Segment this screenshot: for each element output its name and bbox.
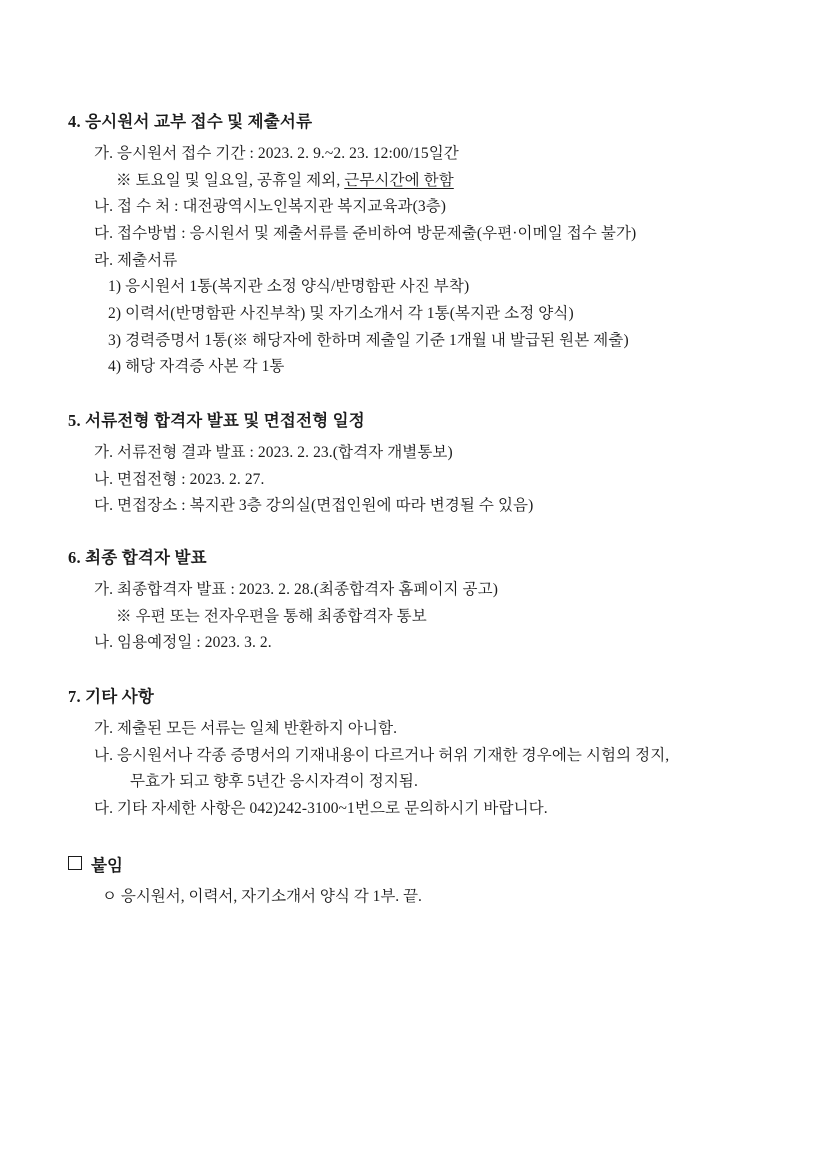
note-underlined-text: 근무시간에 한함 [344, 171, 454, 189]
checkbox-icon [68, 856, 82, 870]
note-text: ※ 토요일 및 일요일, 공휴일 제외, [116, 171, 345, 189]
section-line-continued: 무효가 되고 향후 5년간 응시자격이 정지됨. [130, 773, 418, 791]
section-line-note [68, 168, 768, 195]
attachment-title [68, 852, 768, 876]
section-title: 4. 응시원서 교부 접수 및 제출서류 [68, 112, 313, 131]
section-final-results [68, 544, 768, 657]
section-line: 다. 기타 자세한 사항은 042)242-3100~1번으로 문의하시기 바랍니다. [94, 799, 548, 817]
section-screening-results [68, 407, 768, 520]
section-attachment [68, 852, 768, 910]
section-line: 나. 면접전형 : 2023. 2. 27. [94, 470, 265, 488]
section-line: 가. 최종합격자 발표 : 2023. 2. 28.(최종합격자 홈페이지 공고) [94, 580, 498, 598]
section-title: 7. 기타 사항 [68, 686, 154, 706]
section-line: 가. 서류전형 결과 발표 : 2023. 2. 23.(합격자 개별통보) [94, 443, 453, 461]
section-subitem: 1) 응시원서 1통(복지관 소정 양식/반명함판 사진 부착) [108, 278, 470, 296]
section-line-note: ※ 우편 또는 전자우편을 통해 최종합격자 통보 [116, 607, 427, 625]
section-line: 다. 접수방법 : 응시원서 및 제출서류를 준비하여 방문제출(우편·이메일 접수 불가) [94, 224, 637, 242]
attachment-title-label: 붙임 [91, 856, 123, 876]
document-body [68, 108, 768, 931]
section-line: 나. 접 수 처 : 대전광역시노인복지관 복지교육과(3층) [94, 198, 447, 216]
section-title: 6. 최종 합격자 발표 [68, 547, 207, 567]
section-subitem: 2) 이력서(반명함판 사진부착) 및 자기소개서 각 1통(복지관 소정 양식) [108, 304, 574, 322]
section-line: 다. 면접장소 : 복지관 3층 강의실(면접인원에 따라 변경될 수 있음) [94, 497, 534, 515]
section-subitem: 3) 경력증명서 1통(※ 해당자에 한하며 제출일 기준 1개월 내 발급된 원본 제출) [108, 331, 629, 349]
section-line: 가. 응시원서 접수 기간 : 2023. 2. 9.~2. 23. 12:00/15일간 [94, 145, 459, 162]
section-title: 5. 서류전형 합격자 발표 및 면접전형 일정 [68, 410, 365, 430]
section-line: 나. 응시원서나 각종 증명서의 기재내용이 다르거나 허위 기재한 경우에는 시험의 정지, [94, 746, 670, 764]
section-application-documents [68, 108, 768, 381]
section-line: 가. 제출된 모든 서류는 일체 반환하지 아니함. [94, 719, 398, 737]
section-line: 라. 제출서류 [94, 251, 178, 269]
section-other-matters [68, 683, 768, 823]
attachment-item: ㅇ 응시원서, 이력서, 자기소개서 양식 각 1부. 끝. [102, 888, 422, 906]
section-subitem: 4) 해당 자격증 사본 각 1통 [108, 358, 285, 376]
section-line: 나. 임용예정일 : 2023. 3. 2. [94, 634, 272, 652]
